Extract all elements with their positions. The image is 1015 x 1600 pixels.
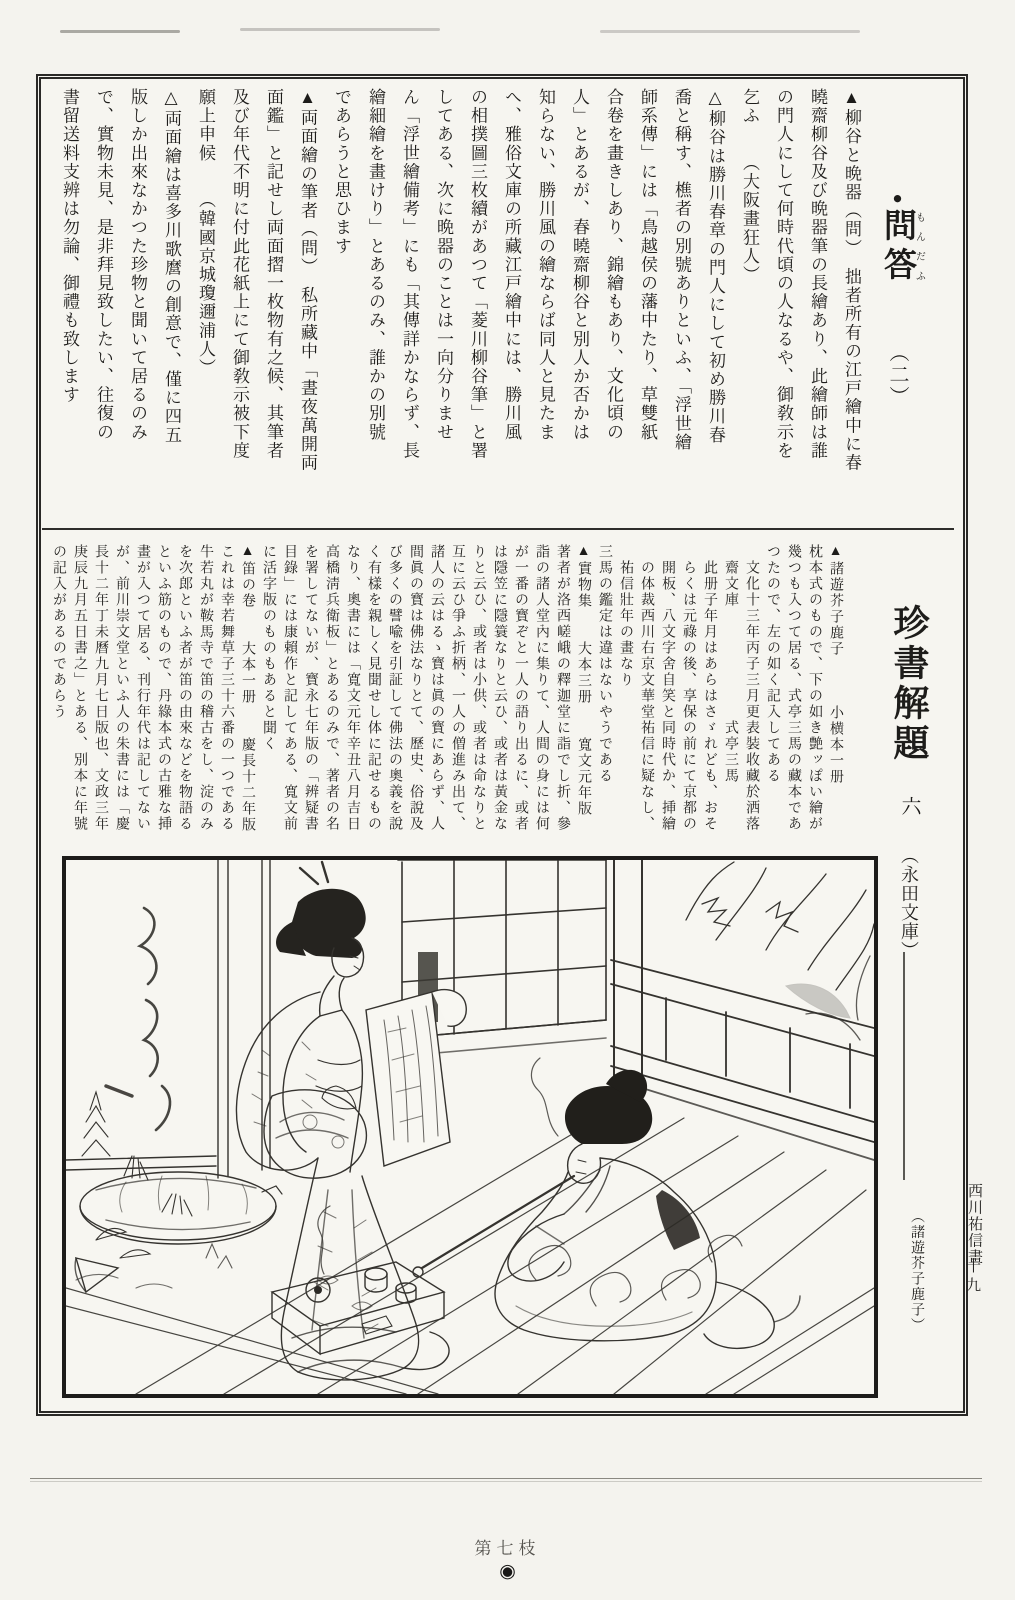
text-column: が一番の寳ぞと一人の語り出るに、或者 [513,544,528,832]
text-column: 三馬の鑑定は違はないやうである [597,544,612,784]
footer-end-mark-icon: ◉ [499,1561,516,1582]
text-column: 版しか出來なかつた珍物と聞いて居るのみ [128,88,147,442]
scan-smudge [60,30,180,33]
text-column: 繪細繪を畫けり」とあるのみ、誰かの別號 [366,88,385,442]
section-divider-rule [42,528,954,530]
scan-smudge [600,30,860,33]
text-column: してある、次に晩器のことは一向分りませ [434,88,453,442]
text-column: 幾つも入つて居る、式亭三馬の藏本であ [786,544,801,832]
page-number: 十九 [964,1258,980,1296]
bib-section-text [46,544,846,860]
text-column: 著者が洛西嵯峨の釋迦堂に詣でし折、參 [555,544,570,832]
text-column: 此册子年月はあらはさゞれども、おそ [702,544,717,832]
qa-section-title [874,160,959,520]
text-column: 庚辰九月五日書之」とある、別本に年號 [72,544,87,832]
bib-section-title [884,596,953,996]
text-column: らくは元祿の後、享保の前にて京都の [681,544,696,832]
qa-section-text [52,88,868,526]
text-column: 目錄」には康賴作と記してある、寬文前 [282,544,297,832]
kiseru-pipe [422,1176,574,1268]
footer-branch-label: 第七枝 [474,1539,541,1558]
text-column: 詣の諸人堂內に集りて、人間の身には何 [534,544,549,832]
text-column: ▲笛の卷 大本一册 慶長十二年版 [240,544,255,833]
text-column: 書留送料支辨は勿論、御禮も致します [60,88,79,405]
scan-smudge [240,28,440,31]
text-column: なり、奧書には「寬文元年辛丑八月吉日 [345,544,360,832]
text-column: へ、雅俗文庫の所藏江戸繪中には、勝川風 [502,88,521,442]
text-column: りと云ひ、或者は小供、或者は命なりと [471,544,486,832]
qa-part-number: （二） [886,341,908,408]
text-column: 互に云ひ爭ふ折柄、一人の僧進み出て、 [450,544,465,832]
text-column: の相撲圖三枚續があつて「菱川柳谷筆」と署 [468,88,487,460]
veranda-floorboards [66,1102,874,1394]
veranda-railing [611,960,874,1160]
text-column: といふ筋のもので、丹綠本式の古雅な挿 [156,544,171,832]
text-column: つたので、左の如く記入してある [765,544,780,784]
plants-right [686,862,874,1040]
text-column: く有樣を親しく見聞せし体に記せるもの [366,544,381,832]
text-column: 知らない、勝川風の繪ならば同人と見たま [536,88,555,442]
qa-title-text: 問答もんだふ [879,207,925,286]
text-column: の体裁西川右京文華堂祐信に疑なし、 [639,544,654,832]
text-column: 齋文庫 式亭三馬 [723,544,738,784]
text-column: が、前川崇文堂といふ人の朱書には「慶 [114,544,129,832]
text-column: これは幸若舞草子三十六番の一つである [219,544,234,832]
text-column: に活字版のものもあると聞く [261,544,276,752]
qa-title-furigana: もんだふ [913,207,925,286]
text-column: 願上申候 （韓國京城瓊邇浦人） [196,88,215,378]
bib-library-name: （永田文庫） [899,846,919,960]
text-column: △柳谷は勝川春章の門人にして初め勝川春 [706,88,725,445]
bib-title-text: 珍書解題 [889,604,929,764]
text-column: 合卷を畫きしあり、錦繪もあり、文化頃の [604,88,623,442]
text-column: 高橋淸兵衛板」とあるのみで、著者の名 [324,544,339,832]
text-column: を次郎といふ者が笛の由來などを物語る [177,544,192,832]
text-column: の門人にして何時代頃の人なるや、御敎示を [774,88,793,460]
text-column: 曉齋柳谷及び晩器筆の長繪あり、此繪師は誰 [808,88,827,460]
text-column: は隱笠に隱簑なりと云ひ、或者は黃金な [492,544,507,832]
text-column: ▲柳谷と晩器（問） 拙者所有の江戸繪中に春 [842,88,861,473]
text-column: 枕本式のもので、下の如き艶ッぽい繪が [807,544,822,832]
text-column: 師系傳」には「鳥越侯の藩中たり、草雙紙 [638,88,657,442]
shoji-left [66,860,270,1178]
pillar [614,860,642,1098]
text-column: ▲諸遊芥子鹿子 小横本一册 [828,544,843,785]
calligraphy [106,908,170,1130]
text-column: び多くの譬喩を引証して佛法の奧義を說 [387,544,402,832]
footer-rule [30,1478,982,1479]
illustration-caption [888,1183,1015,1393]
text-column: で、實物未見、是非拜見致したい、往復の [94,88,113,442]
text-column: 畫が入つて居る、刊行年代は記してない [135,544,150,832]
seated-figure [413,1058,800,1348]
text-column: を署してないが、寳永七年版の「辨疑書 [303,544,318,832]
text-column: 長十二年丁未曆九月七日版也、文政三年 [93,544,108,832]
text-column: 牛若丸が鞍馬寺で笛の稽古をし、淀のみ [198,544,213,832]
text-column: であらうと思ひます [332,88,351,256]
text-column: 人」とあるが、春曉齋柳谷と別人か否かは [570,88,589,442]
caption-book-title: （諸遊芥子鹿子） [909,1209,924,1333]
text-column: 諸人の云はるゝ寳は眞の寳にあらず、人 [429,544,444,832]
text-column: 文化十三年丙子三月更表裝收藏於洒落 [744,544,759,832]
section-bullet-icon: ● [888,188,907,208]
text-column: ▲實物集 大本三册 寬文元年版 [576,544,591,817]
caption-artist: 西川祐信畫 [966,1183,982,1266]
text-column: 面鑑」と記せし両面摺一枚物有之候、其筆者 [264,88,283,460]
text-column: 乞ふ （大阪畫狂人） [740,88,759,285]
bib-issue-number: 六 [898,796,920,816]
text-column: 祐信壯年の畫なり [618,544,633,688]
text-column: 間眞の寳は佛法なりとて、歷史、俗說及 [408,544,423,832]
woodblock-illustration [62,856,878,1398]
smoke-wisp [531,1058,558,1136]
text-column: 喬と稱す、樵者の別號ありといふ、「浮世繪 [672,88,691,452]
text-column: △両面繪は喜多川歌麿の創意で、僅に四五 [162,88,181,445]
text-column: 及び年代不明に付此花紙上にて御敎示被下度 [230,88,249,460]
text-column: ▲両面繪の筆者（問） 私所藏中「晝夜萬開両 [298,88,317,473]
standing-woman-figure [236,862,466,1380]
text-column: の記入があるのであらう [51,544,66,720]
text-column: 開板、八文字舍自笑と同時代か、挿繪 [660,544,675,832]
text-column: ん「浮世繪備考」にも「其傳詳かならず、長 [400,88,419,460]
